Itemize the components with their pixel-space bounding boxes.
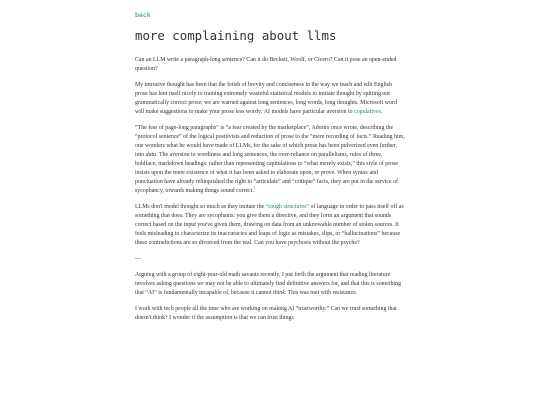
paragraph-3-text-a: “The fear of page-long paragraphs” is “a fear created by the marketplace”, Adorno once wrote, describing the “protocol sentence” of the logical positivists and reduction of prose to the “mere recording of facts.” Reading him, one wonders what he would have made of LLMs, for the sake of which prose has been pulverized even further, into	[135, 125, 405, 159]
paragraph-2-text-b: .	[380, 109, 383, 116]
paragraph-2	[135, 81, 405, 117]
copulatives-link[interactable]: copulatives	[354, 109, 381, 116]
paragraph-3-emphasis: data	[145, 152, 157, 159]
paragraph-6: I work with tech people all the time who are working on making AI “trustworthy.” Can we trust something that doesn't think? I wonder if the assumption is that we can trust things	[135, 306, 397, 322]
paragraph-3-text-b: . The aversion to wordiness and long sentences, the over-reliance on parallelisms, rules of three, boldface, markdown headings: rather than representing capitulations to “what merely exists,” this style of prose insists upon the mere existence of what it has been asked to elaborate upon, or prove. When syntax and punctuation have already relinquished the right to “articulate” and “critique” facts, they are put in the service of sycophancy, towards making things sound correct.	[135, 152, 399, 194]
footnote-1-link[interactable]: 1	[253, 185, 256, 190]
post-page	[135, 10, 405, 331]
back-link[interactable]: back	[135, 11, 151, 19]
paragraph-5-emphasis: think	[273, 290, 285, 297]
paragraph-4	[135, 203, 405, 248]
rough-structures-link[interactable]: “rough structures”	[265, 204, 309, 211]
paragraph-4-text-b: of language in order to pass itself off as something that does. They are sycophants: you give them a directive, and they form an argument that sounds correct based on the input you've given them, drawing on data from an unknowable number of stolen sources. It feels misleading to characterize its inaccuracies and leaps of logic as mistakes, slips, or “hallucinations” because these contradictions are so divorced from the real. Can you have psychosis without the psyche?	[135, 204, 404, 246]
paragraph-5-text-a: Arguing with a group of eight-year-old math savants recently, I put forth the argument that reading literature involves asking questions we may not be able to ultimately find definitive answers for, and that this is something that “AI” is fundamentally incapable of, because it cannot	[135, 272, 401, 297]
paragraph-5	[135, 271, 405, 298]
paragraph-3	[135, 124, 405, 195]
paragraph-5-text-b: . This was met with resistance.	[284, 290, 358, 297]
section-separator: —	[135, 256, 141, 263]
paragraph-2-text-a: My intrusive thought has been that the fetish of brevity and conciseness in the way we teach and edit English prose has lent itself nicely to training extremely wasteful statistical models to imitate thought by spitting out grammatically correct prose; we are warned against long sentences, long words, long thoughts. Microsoft word will make suggestions to make your prose less wordy; AI models have particular aversion to	[135, 82, 397, 116]
paragraph-1: Can an LLM write a paragraph-long sentence? Can it do Beckett, Woolf, or Cicero? Can it pose an open-ended question?	[135, 57, 397, 72]
post-title: more complaining about llms	[135, 28, 337, 43]
paragraph-4-text-a: LLMs don't model thought so much as they imitate the	[135, 204, 266, 211]
